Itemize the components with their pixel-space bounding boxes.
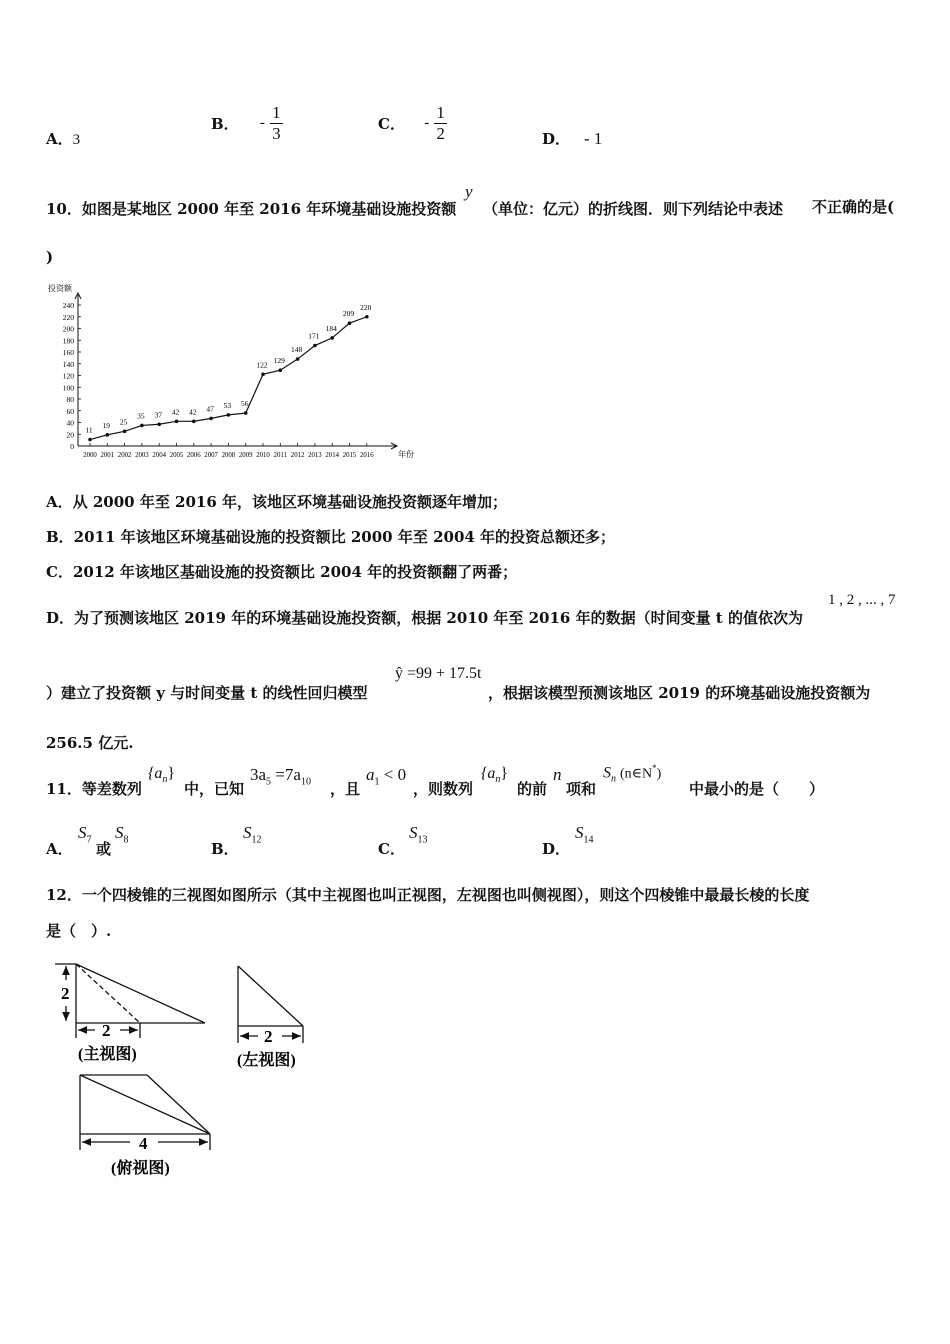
front-height-label: 2 (61, 984, 70, 1003)
side-caption: (左视图) (237, 1052, 296, 1069)
x-tick-label: 2009 (238, 452, 253, 459)
data-point (140, 424, 144, 428)
data-point (209, 417, 213, 421)
data-label: 42 (171, 407, 180, 417)
y-tick-label: 140 (62, 359, 74, 369)
x-tick-label: 2002 (117, 452, 132, 459)
x-tick-label: 2007 (204, 452, 218, 459)
q11-option-d: D． (542, 840, 571, 858)
q10-stem-unit: （单位：亿元）的折线图．则下列结论中表述 (483, 200, 784, 218)
q11-stem-known: 中，已知 (184, 780, 245, 798)
data-point (123, 430, 127, 434)
q10-time-sequence: 1 , 2 , ... , 7 (828, 592, 896, 608)
y-tick-label: 120 (62, 371, 74, 381)
x-tick-label: 2011 (273, 452, 287, 459)
data-point (192, 420, 196, 424)
data-point (313, 344, 317, 348)
q11-option-a: A． (46, 840, 73, 858)
q10-stem: 10．如图是某地区 2000 年至 2016 年环境基础设施投资额 (46, 200, 457, 218)
q10-stem-close: ) (46, 248, 54, 266)
data-label: 35 (137, 411, 145, 421)
y-tick-label: 200 (62, 324, 74, 334)
data-point (175, 420, 179, 424)
data-point (279, 368, 283, 372)
q12-stem-line2: 是（ ）. (46, 922, 112, 940)
q10-option-d-line2: ）建立了投资额 y 与时间变量 t 的线性回归模型 (46, 684, 368, 702)
data-point (261, 373, 265, 377)
three-view-diagram (50, 958, 330, 1183)
data-label: 11 (85, 425, 93, 435)
q10-option-d: D．为了预测该地区 2019 年的环境基础设施投资额，根据 2010 年至 2016 年的数据（时间变量 t 的值依次为 (46, 609, 803, 627)
y-tick-label: 160 (62, 348, 74, 357)
y-tick-label: 80 (66, 395, 74, 404)
data-label: 171 (308, 331, 320, 341)
investment-line-chart (40, 282, 414, 462)
q9-option-d: D． - 1 (542, 129, 603, 148)
q11-option-d-value: $S_{14}$ (575, 823, 594, 846)
data-point (244, 411, 248, 415)
q10-option-c: C．2012 年该地区基础设施的投资额比 2004 年的投资额翻了两番； (46, 563, 518, 581)
q11-option-b-value: $S_{12}$ (243, 823, 262, 846)
front-view (55, 964, 205, 1038)
top-caption: (俯视图) (111, 1160, 170, 1177)
q11-sequence-an: $\{a_n\}$ (148, 765, 176, 786)
x-tick-label: 2015 (342, 452, 357, 459)
side-base-label: 2 (264, 1027, 273, 1046)
data-point (296, 357, 300, 361)
x-tick-label: 2000 (83, 452, 97, 459)
data-label: 148 (290, 345, 303, 355)
q10-regression-model: ŷ =99 + 17.5t (395, 665, 482, 682)
data-point (227, 413, 231, 417)
q9-option-c: C． - $\frac{1}{2}$ (378, 103, 445, 143)
q11-stem-and: ，且 (330, 780, 361, 798)
x-tick-label: 2016 (360, 452, 374, 459)
x-tick-label: 2013 (308, 452, 322, 459)
x-tick-label: 2005 (169, 452, 184, 459)
front-base-label: 2 (102, 1021, 111, 1040)
data-label: 129 (273, 356, 285, 366)
x-tick-label: 2010 (256, 452, 270, 459)
q11-stem-min: 中最小的是（ ） (689, 780, 825, 798)
top-base-label: 4 (139, 1134, 148, 1153)
x-tick-label: 2008 (221, 452, 236, 459)
y-tick-label: 60 (66, 406, 74, 416)
q9-option-a: A．3 (46, 130, 81, 148)
data-label: 184 (325, 323, 337, 333)
q12-stem-line1: 12．一个四棱锥的三视图如图所示（其中主视图也叫正视图，左视图也叫侧视图），则这个四棱锥中最最长棱的长度 (46, 886, 810, 904)
q11-option-c: C． (378, 840, 405, 858)
q11-option-a-or: 或 (96, 840, 112, 858)
x-tick-label: 2014 (325, 452, 339, 459)
x-tick-label: 2006 (187, 452, 201, 459)
y-tick-label: 20 (66, 430, 74, 440)
series-line (90, 317, 367, 440)
data-point (88, 438, 92, 442)
y-tick-label: 220 (62, 312, 74, 322)
data-label: 209 (342, 309, 355, 319)
data-point (348, 321, 352, 325)
q10-option-b: B．2011 年该地区环境基础设施的投资额比 2000 年至 2004 年的投资总额还多； (46, 528, 616, 546)
data-label: 42 (189, 407, 197, 417)
q11-stem-sum: 项和 (566, 780, 597, 798)
q11-var-n: n (553, 765, 562, 784)
data-label: 25 (119, 417, 128, 427)
data-label: 47 (206, 404, 214, 414)
data-point (365, 315, 369, 319)
q11-stem-first: 的前 (517, 780, 548, 798)
y-axis-label: 投资额 (48, 284, 72, 293)
data-label: 220 (360, 302, 372, 312)
front-caption: (主视图) (78, 1046, 137, 1063)
q10-var-y: y (465, 182, 473, 201)
q11-option-b: B． (211, 840, 239, 858)
q10-option-d-line3: 256.5 亿元. (46, 734, 134, 752)
q11-stem: 11．等差数列 (46, 780, 142, 798)
data-point (330, 336, 334, 340)
y-tick-label: 100 (62, 383, 74, 393)
data-label: 122 (256, 360, 268, 370)
y-tick-label: 180 (62, 336, 74, 346)
q11-option-a-value-2: $S_8$ (115, 823, 129, 846)
q11-option-c-value: $S_{13}$ (409, 823, 428, 846)
y-tick-label: 240 (62, 301, 74, 310)
fraction-one-third: $\frac{1}{3}$ (272, 103, 281, 143)
q11-sum-sn: $S_n$ (n∈N*) (603, 763, 662, 785)
q11-condition-2: $a_1 < 0$ (366, 765, 407, 788)
q11-option-a-value: $S_7$ (78, 823, 92, 846)
data-label: 37 (154, 410, 162, 420)
q11-sequence-an-2: $\{a_n\}$ (481, 765, 509, 786)
x-tick-label: 2003 (135, 452, 149, 459)
q11-condition-1: $3a_5 =7a_{10}$ (250, 765, 311, 788)
data-label: 56 (240, 399, 249, 409)
x-tick-label: 2004 (152, 452, 166, 459)
y-tick-label: 0 (70, 442, 74, 451)
data-label: 53 (223, 400, 232, 410)
data-label: 19 (102, 420, 111, 430)
q10-option-a: A．从 2000 年至 2016 年，该地区环境基础设施投资额逐年增加； (46, 493, 508, 511)
x-axis-label: 年份 (398, 450, 414, 459)
data-point (157, 422, 161, 426)
q9-option-b: B． - $\frac{1}{3}$ (211, 103, 281, 143)
q10-option-d-line2-end: ，根据该模型预测该地区 2019 的环境基础设施投资额为 (488, 684, 871, 702)
q11-stem-then: ，则数列 (413, 780, 474, 798)
y-tick-label: 40 (66, 418, 74, 428)
data-point (106, 433, 110, 437)
q10-stem-end: 不正确的是( (812, 198, 895, 216)
x-tick-label: 2012 (290, 452, 305, 459)
fraction-one-half: $\frac{1}{2}$ (436, 103, 445, 143)
x-tick-label: 2001 (100, 452, 115, 459)
